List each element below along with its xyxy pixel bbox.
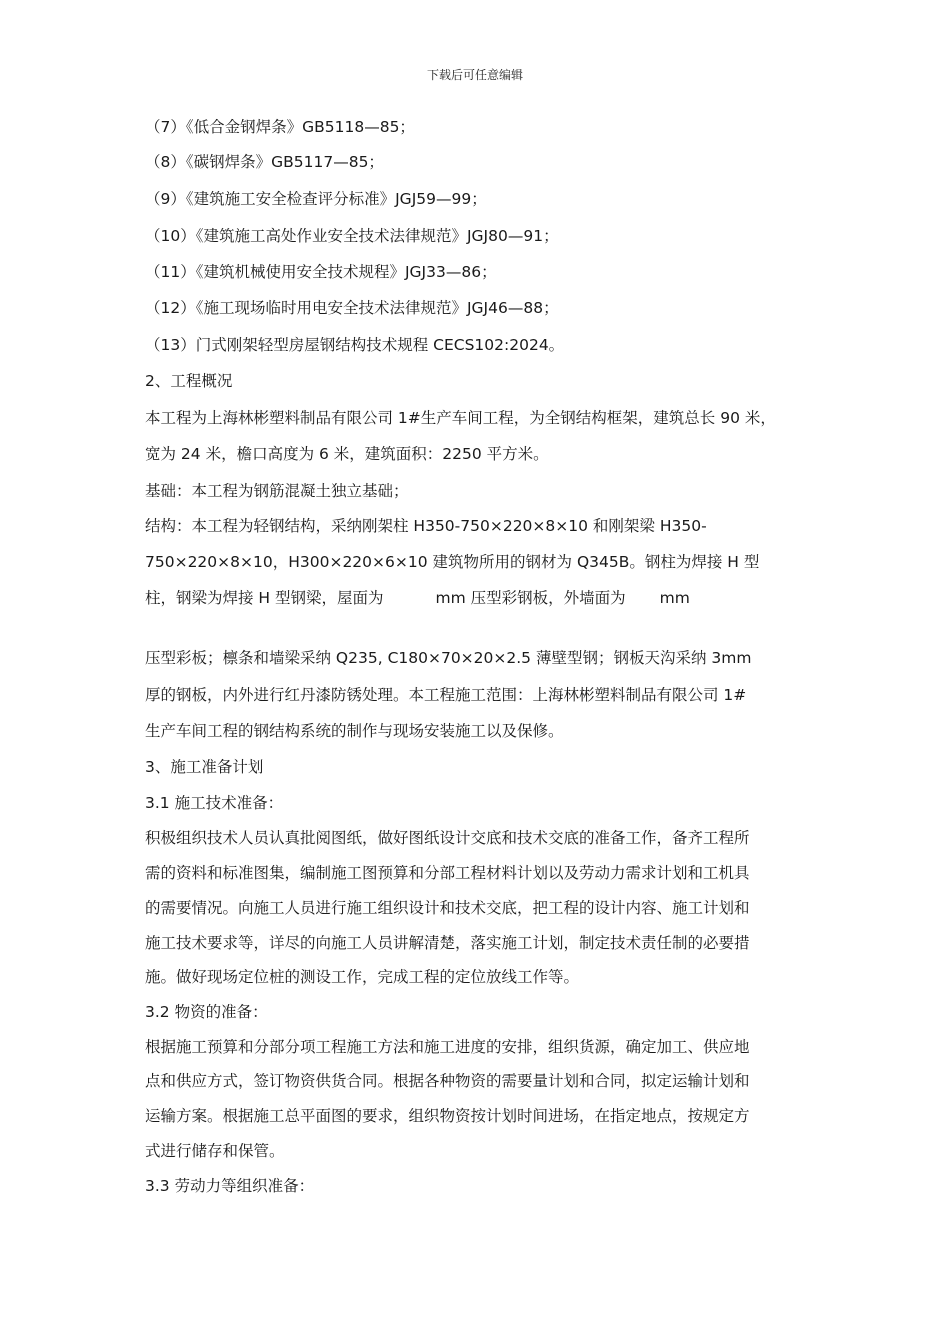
standard-item: （11）《建筑机械使用安全技术规程》JGJ33—86； bbox=[145, 263, 497, 281]
standard-item: （9）《建筑施工安全检查评分标准》JGJ59—99； bbox=[145, 190, 487, 208]
text-segment: mm 压型彩钢板，外墙面为 bbox=[435, 589, 626, 607]
paragraph-line: 厚的钢板，内外进行红丹漆防锈处理。本工程施工范围：上海林彬塑料制品有限公司 1# bbox=[145, 686, 747, 704]
paragraph-line bbox=[145, 588, 690, 608]
standard-item: （10）《建筑施工高处作业安全技术法律规范》JGJ80—91； bbox=[145, 227, 559, 245]
paragraph-line: 式进行储存和保管。 bbox=[145, 1142, 285, 1160]
paragraph-line: 施。做好现场定位桩的测设工作，完成工程的定位放线工作等。 bbox=[145, 968, 580, 986]
standard-item: （13）门式刚架轻型房屋钢结构技术规程 CECS102:2024。 bbox=[145, 336, 565, 354]
paragraph-line: 需的资料和标准图集，编制施工图预算和分部工程材料计划以及劳动力需求计划和工机具 bbox=[145, 864, 750, 882]
paragraph-line: 本工程为上海林彬塑料制品有限公司 1#生产车间工程，为全钢结构框架，建筑总长 90 米， bbox=[145, 409, 776, 427]
paragraph-line: 积极组织技术人员认真批阅图纸，做好图纸设计交底和技术交底的准备工作，备齐工程所 bbox=[145, 829, 750, 847]
subsection-heading: 3.3 劳动力等组织准备： bbox=[145, 1177, 315, 1195]
text-segment: mm bbox=[659, 589, 690, 607]
paragraph-line: 根据施工预算和分部分项工程施工方法和施工进度的安排，组织货源，确定加工、供应地 bbox=[145, 1038, 750, 1056]
paragraph-line: 压型彩板；檩条和墙梁采纳 Q235, C180×70×20×2.5 薄壁型钢；钢板天沟采纳 3mm bbox=[145, 649, 752, 667]
section-heading: 3、施工准备计划 bbox=[145, 758, 264, 776]
paragraph-line: 结构：本工程为轻钢结构，采纳刚架柱 H350-750×220×8×10 和刚架梁 H350- bbox=[145, 517, 707, 535]
paragraph-line: 宽为 24 米，檐口高度为 6 米，建筑面积：2250 平方米。 bbox=[145, 445, 549, 463]
paragraph-line: 运输方案。根据施工总平面图的要求，组织物资按计划时间进场，在指定地点，按规定方 bbox=[145, 1107, 750, 1125]
paragraph-line: 点和供应方式，签订物资供货合同。根据各种物资的需要量计划和合同，拟定运输计划和 bbox=[145, 1072, 750, 1090]
subsection-heading: 3.2 物资的准备： bbox=[145, 1003, 268, 1021]
paragraph-line: 的需要情况。向施工人员进行施工组织设计和技术交底，把工程的设计内容、施工计划和 bbox=[145, 899, 750, 917]
paragraph-line: 基础：本工程为钢筋混凝土独立基础； bbox=[145, 482, 409, 500]
paragraph-line: 生产车间工程的钢结构系统的制作与现场安装施工以及保修。 bbox=[145, 722, 564, 740]
standard-item: （7）《低合金钢焊条》GB5118—85； bbox=[145, 118, 415, 136]
standard-item: （12）《施工现场临时用电安全技术法律规范》JGJ46—88； bbox=[145, 299, 559, 317]
paragraph-line: 750×220×8×10，H300×220×6×10 建筑物所用的钢材为 Q345B。钢柱为焊接 H 型 bbox=[145, 553, 760, 571]
text-segment: 柱，钢梁为焊接 H 型钢梁，屋面为 bbox=[145, 589, 384, 607]
paragraph-line: 施工技术要求等，详尽的向施工人员讲解清楚，落实施工计划，制定技术责任制的必要措 bbox=[145, 934, 750, 952]
standard-item: （8）《碳钢焊条》GB5117—85； bbox=[145, 153, 384, 171]
section-heading: 2、工程概况 bbox=[145, 372, 233, 390]
subsection-heading: 3.1 施工技术准备： bbox=[145, 794, 284, 812]
page-header: 下载后可任意编辑 bbox=[426, 68, 523, 82]
